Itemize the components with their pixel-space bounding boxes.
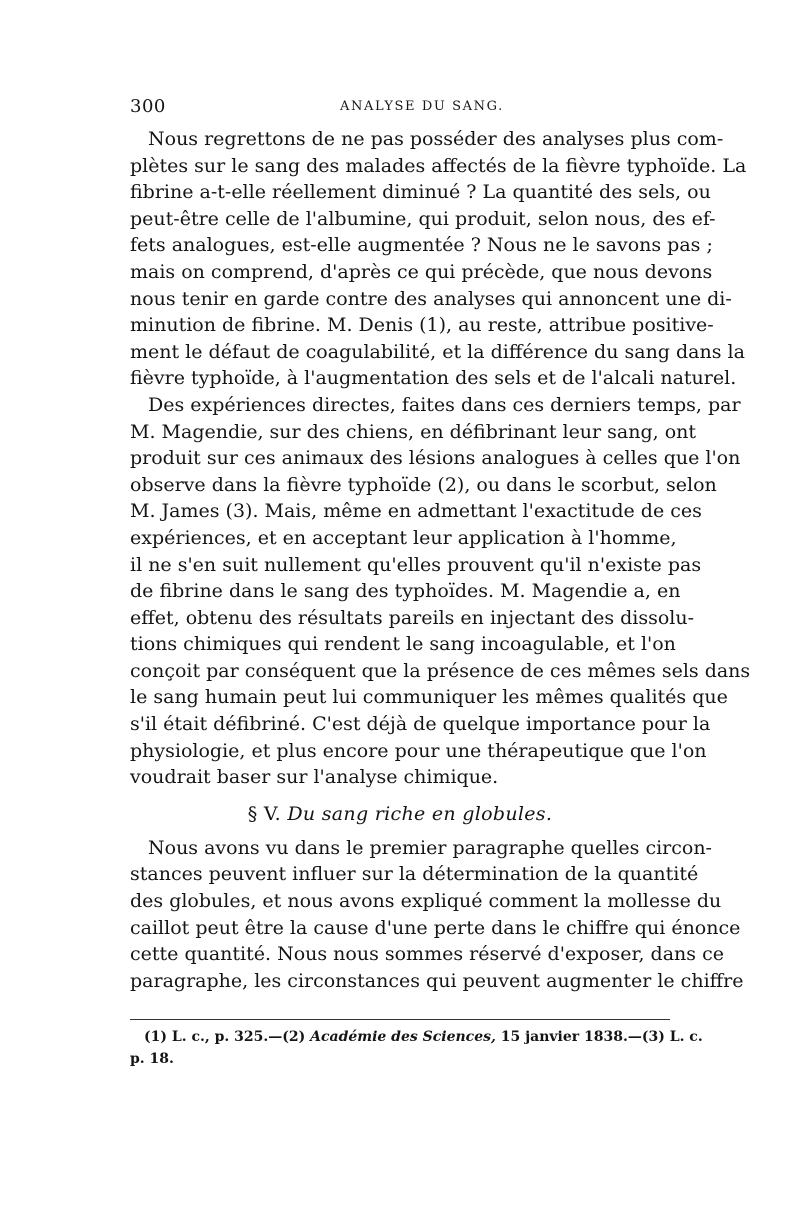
paragraph-3 <box>130 835 744 995</box>
footnote-journal: Académie des Sciences, <box>310 1029 496 1045</box>
page-number: 300 <box>130 96 166 117</box>
section-number: § V. <box>247 802 281 825</box>
footnote-line: p. 18. <box>130 1051 174 1067</box>
text-line: expériences, et en acceptant leur application à l'homme, <box>130 526 677 549</box>
text-line: Des expériences directes, faites dans ces derniers temps, par <box>148 393 741 416</box>
text-line: de fibrine dans le sang des typhoïdes. M. Magendie a, en <box>130 580 681 603</box>
text-line: ment le défaut de coagulabilité, et la différence du sang dans la <box>130 340 745 363</box>
text-line: observe dans la fièvre typhoïde (2), ou dans le scorbut, selon <box>130 473 717 496</box>
footnotes <box>130 1026 703 1070</box>
body-text <box>130 126 751 994</box>
text-line: paragraphe, les circonstances qui peuvent augmenter le chiffre <box>130 969 744 992</box>
text-line: cette quantité. Nous nous sommes réservé d'exposer, dans ce <box>130 943 724 966</box>
text-line: nous tenir en garde contre des analyses qui annoncent une di- <box>130 287 732 310</box>
text-line: fets analogues, est-elle augmentée ? Nous ne le savons pas ; <box>130 234 713 257</box>
text-line: des globules, et nous avons expliqué comment la mollesse du <box>130 890 722 913</box>
text-line: peut-être celle de l'albumine, qui produit, selon nous, des ef- <box>130 207 716 230</box>
text-line: le sang humain peut lui communiquer les mêmes qualités que <box>130 686 728 709</box>
text-line: stances peuvent influer sur la détermination de la quantité <box>130 863 699 886</box>
footnote-line <box>130 1026 703 1048</box>
paragraph-1 <box>130 126 747 392</box>
text-line: produit sur ces animaux des lésions analogues à celles que l'on <box>130 447 741 470</box>
text-line: Nous avons vu dans le premier paragraphe quelles circon- <box>148 836 712 859</box>
text-line: il ne s'en suit nullement qu'elles prouvent qu'il n'existe pas <box>130 553 702 576</box>
text-line: M. Magendie, sur des chiens, en défibrinant leur sang, ont <box>130 420 697 443</box>
text-line: fièvre typhoïde, à l'augmentation des sels et de l'alcali naturel. <box>130 367 737 390</box>
text-line: s'il était défibriné. C'est déjà de quelque importance pour la <box>130 713 711 736</box>
text-line: tions chimiques qui rendent le sang incoagulable, et l'on <box>130 633 676 656</box>
page-header <box>130 96 670 122</box>
section-title: Du sang riche en globules. <box>287 802 553 825</box>
section-heading <box>130 791 670 835</box>
text-line: voudrait baser sur l'analyse chimique. <box>130 766 499 789</box>
text-line: fibrine a-t-elle réellement diminué ? La quantité des sels, ou <box>130 181 711 204</box>
text-line: Nous regrettons de ne pas posséder des analyses plus com- <box>148 128 724 150</box>
text-line: minution de fibrine. M. Denis (1), au reste, attribue positive- <box>130 314 714 337</box>
text-line: effet, obtenu des résultats pareils en injectant des dissolu- <box>130 606 695 629</box>
running-title: ANALYSE DU SANG. <box>340 99 504 114</box>
text-line: mais on comprend, d'après ce qui précède, que nous devons <box>130 260 713 283</box>
text-line: conçoit par conséquent que la présence de ces mêmes sels dans <box>130 659 751 682</box>
footnote-text: 15 janvier 1838.—(3) L. c. <box>500 1029 703 1045</box>
text-line: plètes sur le sang des malades affectés de la fièvre typhoïde. La <box>130 154 747 177</box>
text-line: caillot peut être la cause d'une perte dans le chiffre qui énonce <box>130 916 741 939</box>
text-line: M. James (3). Mais, même en admettant l'exactitude de ces <box>130 500 702 523</box>
footnote-divider <box>130 1019 670 1020</box>
text-line: physiologie, et plus encore pour une thérapeutique que l'on <box>130 739 707 762</box>
paragraph-2 <box>130 392 751 791</box>
footnote-text: (1) L. c., p. 325.—(2) <box>144 1029 306 1045</box>
